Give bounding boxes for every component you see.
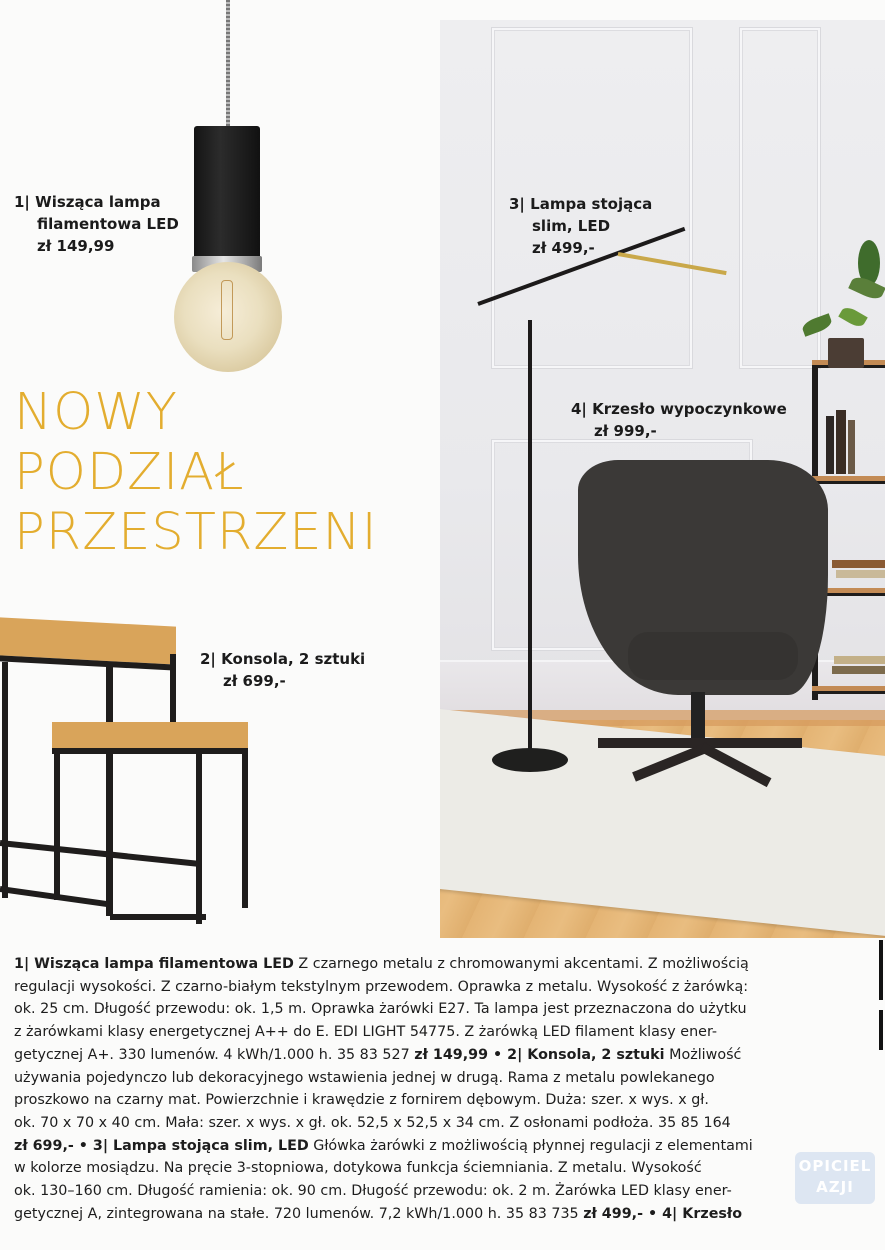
product-name: Wisząca lampa bbox=[35, 193, 161, 211]
product-label-2: 2| Konsola, 2 sztuki zł 699,- bbox=[200, 650, 366, 690]
product-price: zł 999,- bbox=[594, 422, 657, 440]
product-name: Krzesło wypoczynkowe bbox=[592, 400, 787, 418]
copy-line: zł 699,- • 3| Lampa stojąca slim, LED Główka żarówki z możliwością płynnej regulacji z elementami bbox=[14, 1137, 753, 1154]
copy-line: z żarówkami klasy energetycznej A++ do E. EDI LIGHT 54775. Z żarówką LED filament klasy ener- bbox=[14, 1024, 718, 1041]
product-name: Lampa stojąca bbox=[530, 195, 653, 213]
product-price: zł 499,- bbox=[532, 239, 595, 257]
copy-line: ok. 25 cm. Długość przewodu: ok. 1,5 m. Oprawka żarówki E27. Ta lampa jest przeznaczona do użytku bbox=[14, 1001, 747, 1018]
copy-line: ok. 130–160 cm. Długość ramienia: ok. 90 cm. Długość przewodu: ok. 2 m. Żarówka LED klasy ener- bbox=[14, 1183, 732, 1200]
page-edge-mark bbox=[879, 940, 883, 1000]
headline-line: NOWY bbox=[14, 383, 178, 442]
room-photo bbox=[440, 20, 885, 938]
headline-line: PRZESTRZENI bbox=[14, 503, 378, 562]
product-price: zł 699,- bbox=[223, 672, 286, 690]
product-price: zł 149,99 bbox=[37, 237, 115, 255]
headline bbox=[14, 383, 378, 563]
lamp-socket bbox=[194, 126, 260, 260]
copy-line: getycznej A+. 330 lumenów. 4 kWh/1.000 h. 35 83 527 zł 149,99 • 2| Konsola, 2 sztuki Możliwość bbox=[14, 1046, 742, 1063]
copy-line: 1| Wisząca lampa filamentowa LED Z czarnego metalu z chromowanymi akcentami. Z możliwością bbox=[14, 956, 749, 972]
product-label-4: 4| Krzesło wypoczynkowe zł 999,- bbox=[571, 400, 787, 440]
copy-line: proszkowo na czarny mat. Powierzchnie i krawędzie z fornirem dębowym. Duża: szer. x wys. x gł. bbox=[14, 1092, 709, 1109]
product-label-3: 3| Lampa stojąca slim, LED zł 499,- bbox=[509, 195, 653, 257]
product-description-copy bbox=[14, 953, 874, 1225]
plant-leaf bbox=[838, 304, 868, 329]
plant-pot bbox=[828, 338, 864, 368]
product-name: slim, LED bbox=[532, 217, 611, 235]
filament bbox=[221, 280, 233, 340]
product-label-1: 1| Wisząca lampa filamentowa LED zł 149,99 bbox=[14, 193, 179, 255]
page-edge-mark bbox=[879, 1010, 883, 1050]
copy-line: w kolorze mosiądzu. Na pręcie 3-stopniowa, dotykowa funkcja ściemniania. Z metalu. Wysokość bbox=[14, 1160, 702, 1177]
product-name: filamentowa LED bbox=[37, 215, 179, 233]
copy-line: używania pojedynczo lub dekoracyjnego wstawienia jednej w drugą. Rama z metalu powlekanego bbox=[14, 1069, 715, 1086]
headline-line: PODZIAŁ bbox=[14, 443, 245, 502]
copy-line: getycznej A, zintegrowana na stałe. 720 lumenów. 7,2 kWh/1.000 h. 35 83 735 zł 499,- • 4| Krzesło bbox=[14, 1205, 743, 1222]
lamp-cord bbox=[226, 0, 230, 128]
wall-molding bbox=[740, 28, 820, 368]
copy-line: regulacji wysokości. Z czarno-białym tekstylnym przewodem. Oprawka z metalu. Wysokość z żarówką: bbox=[14, 978, 749, 995]
watermark-logo: OPICIEL AZJI bbox=[795, 1152, 875, 1204]
product-name: Konsola, 2 sztuki bbox=[221, 650, 366, 668]
copy-line: ok. 70 x 70 x 40 cm. Mała: szer. x wys. x gł. ok. 52,5 x 52,5 x 34 cm. Z osłonami podłoża. 35 85 164 bbox=[14, 1114, 731, 1131]
